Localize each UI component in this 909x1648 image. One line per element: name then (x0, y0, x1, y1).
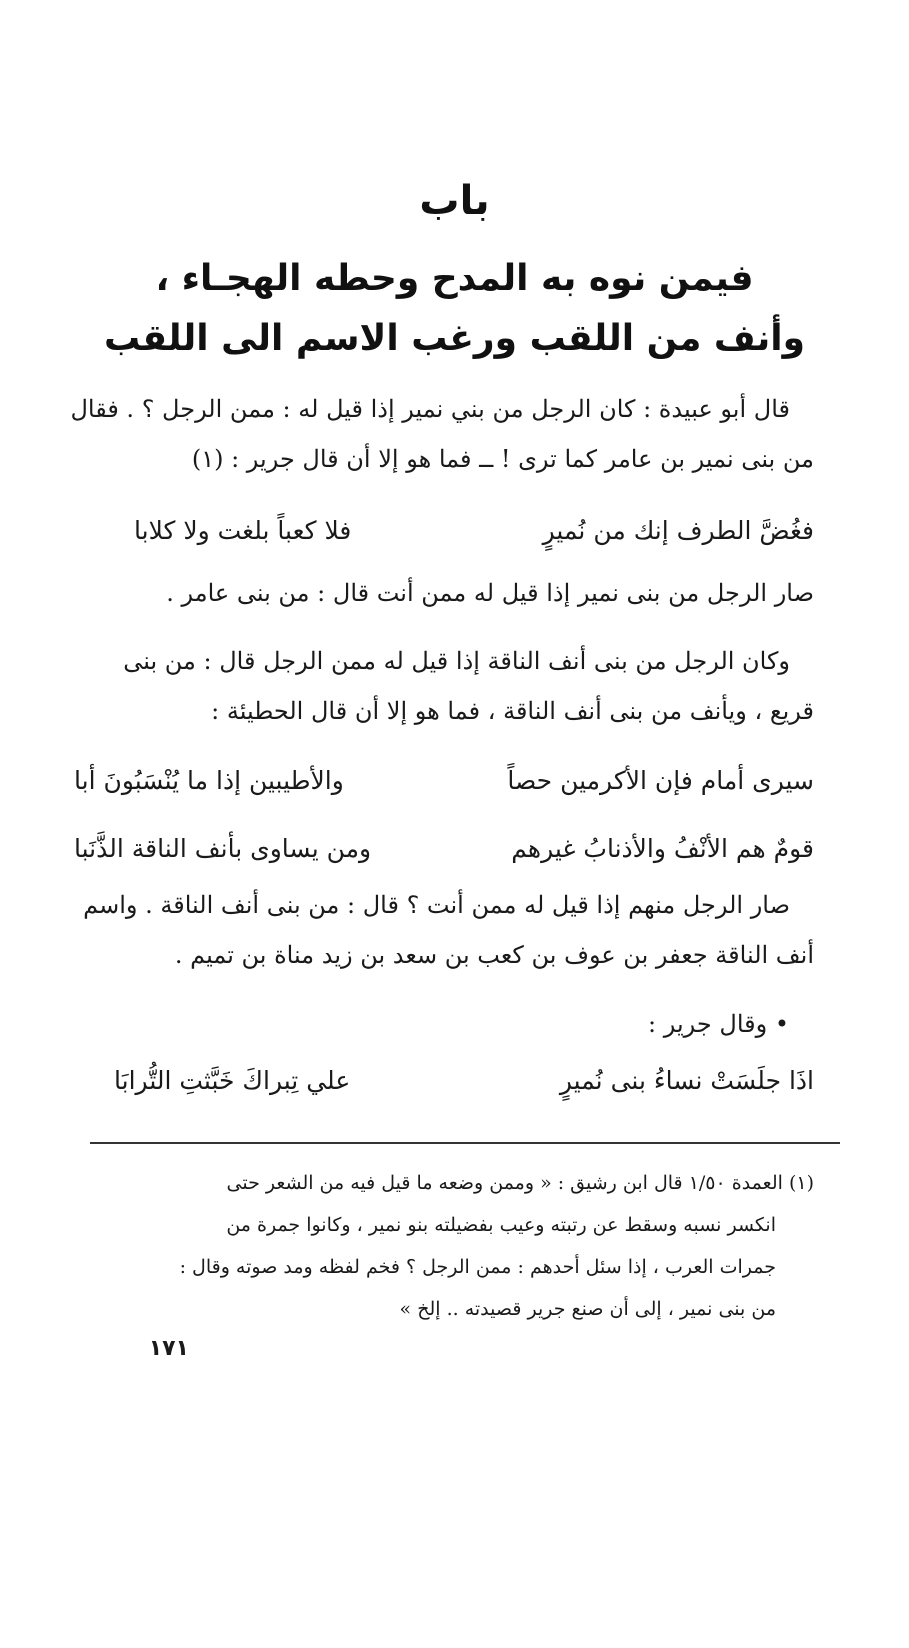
verse-4 (74, 1056, 814, 1106)
paragraph-1-line-2: من بنى نمير بن عامر كما ترى ! ــ فما هو إلا أن قال جرير : (١) (191, 445, 814, 473)
chapter-title-line-2: وأنف من اللقب ورغب الاسم الى اللقب (104, 318, 805, 359)
paragraph-5: • وقال جرير : (648, 1010, 789, 1038)
paragraph-3-line-1: وكان الرجل من بنى أنف الناقة إذا قيل له ممن الرجل قال : من بنى (123, 647, 790, 675)
paragraph-1 (70, 384, 814, 484)
verse-1 (74, 506, 814, 556)
verse-1-second-hemistich: فلا كعباً بلغت ولا كلابا (134, 516, 352, 545)
paragraph-2-line-1: صار الرجل من بنى نمير إذا قيل له ممن أنت قال : من بنى عامر . (166, 579, 814, 607)
footnote-separator (90, 1142, 840, 1144)
paragraph-3 (74, 636, 814, 736)
footnote-line-2: انكسر نسبه وسقط عن رتبته وعيب بفضيلته بنو نمير ، وكانوا جمرة من (226, 1214, 776, 1236)
verse-3-first-hemistich: قومٌ هم الأنْفُ والأذنابُ غيرهم (511, 834, 814, 863)
verse-3 (74, 824, 814, 874)
verse-4-first-hemistich: اذَا جلَسَتْ نساءُ بنى نُميرٍ (559, 1066, 814, 1095)
chapter-title-line-1: فيمن نوه به المدح وحطه الهجـاء ، (155, 258, 754, 299)
footnote-line-4: من بنى نمير ، إلى أن صنع جرير قصيدته .. إلخ » (399, 1298, 776, 1320)
paragraph-4 (74, 880, 814, 980)
chapter-label: باب (419, 178, 490, 224)
footnote-line-3: جمرات العرب ، إذا سئل أحدهم : ممن الرجل ؟ فخم لفظه ومد صوته وقال : (179, 1256, 776, 1278)
paragraph-3-line-2: قريع ، ويأنف من بنى أنف الناقة ، فما هو إلا أن قال الحطيئة : (211, 697, 814, 725)
verse-2 (74, 756, 814, 806)
verse-4-second-hemistich: علي تِبراكَ خَبَّثتِ التُّرابَا (114, 1066, 351, 1095)
page-number: ١٧١ (148, 1336, 189, 1361)
verse-3-second-hemistich: ومن يساوى بأنف الناقة الذَّنَبا (74, 834, 372, 863)
paragraph-2 (74, 568, 814, 618)
paragraph-4-line-1: صار الرجل منهم إذا قيل له ممن أنت ؟ قال : من بنى أنف الناقة . واسم (83, 891, 790, 919)
verse-2-second-hemistich: والأطيبين إذا ما يُنْسَبُونَ أبا (74, 766, 344, 795)
footnote (74, 1162, 814, 1330)
paragraph-4-line-2: أنف الناقة جعفر بن عوف بن كعب بن سعد بن زيد مناة بن تميم . (174, 941, 814, 969)
paragraph-1-line-1: قال أبو عبيدة : كان الرجل من بني نمير إذا قيل له : ممن الرجل ؟ . فقال (70, 395, 790, 423)
verse-1-first-hemistich: فغُضَّ الطرف إنك من نُميرٍ (542, 516, 814, 545)
verse-2-first-hemistich: سيرى أمام فإن الأكرمين حصاً (507, 766, 814, 795)
footnote-line-1: (١) العمدة ١/٥٠ قال ابن رشيق : « وممن وضعه ما قيل فيه من الشعر حتى (226, 1172, 814, 1194)
